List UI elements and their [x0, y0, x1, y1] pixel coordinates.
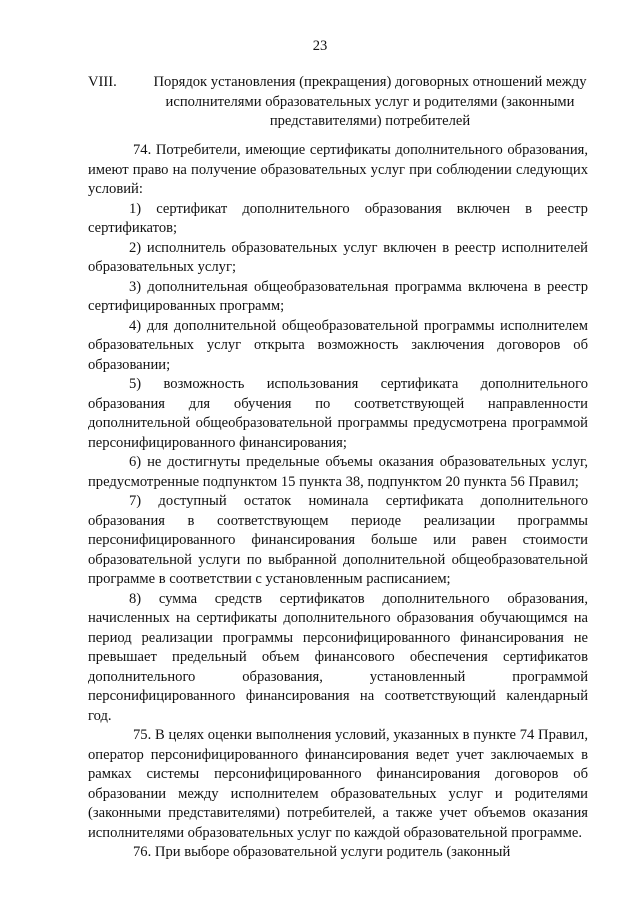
list-item-5 [88, 375, 588, 453]
item-number: 6) [129, 454, 142, 470]
paragraph-number: 76. [133, 844, 152, 860]
item-number: 7) [129, 493, 142, 509]
paragraph-text: Потребители, имеющие сертификаты дополнительного образования, имеют право на получение образовательных услуг при соблюдении следующих условий: [88, 142, 588, 197]
item-number: 3) [129, 278, 142, 295]
paragraph-74 [88, 141, 588, 200]
item-number: 1) [129, 200, 142, 217]
paragraph-text: В целях оценки выполнения условий, указанных в пункте 74 Правил, оператор персонифицированного финансирования ведет учет заключаемых в рамках системы персонифицированного финансирования договоров об образовании между исполнителем образовательных услуг и родителями (законными представителями) потребителей, а также учет объемов оказания исполнителями образовательных услуг по каждой образовательной программе. [88, 727, 588, 841]
item-number: 8) [129, 590, 142, 607]
list-item-7 [88, 492, 588, 590]
paragraph-76 [88, 843, 588, 863]
item-number: 5) [129, 376, 142, 392]
list-item-4 [88, 317, 588, 376]
section-number: VIII. [88, 74, 117, 90]
item-number: 4) [129, 317, 142, 334]
paragraph-text: При выборе образовательной услуги родитель (законный [154, 844, 511, 860]
item-number: 2) [129, 239, 142, 256]
item-text: сертификат дополнительного образования включен в реестр сертификатов; [88, 200, 588, 236]
item-text: возможность использования сертификата дополнительного образования для обучения по соответствующей направленности дополнительной общеобразовательной программы предусмотрена программой персонифицированного финансирования; [88, 376, 589, 451]
section-title: Порядок установления (прекращения) договорных отношений между исполнителями образовательных услуг и родителями (законными представителями) потребителей [153, 74, 587, 129]
item-text: для дополнительной общеобразовательной программы исполнителем образовательных услуг открыта возможность заключения договоров об образовании; [88, 317, 588, 373]
item-text: дополнительная общеобразовательная программа включена в реестр сертифицированных программ; [88, 278, 589, 314]
paragraph-number: 74. [133, 142, 152, 158]
item-text: сумма средств сертификатов дополнительного образования, начисленных на сертификаты дополнительного образования обучающимся на период реализации программы персонифицированного финансирования не превышает предельный объем финансового обеспечения сертификатов дополнительного образования, установленный программой персонифицированного финансирования на соответствующий календарный год. [88, 590, 588, 724]
paragraph-number: 75. [133, 727, 152, 743]
item-text: не достигнуты предельные объемы оказания образовательных услуг, предусмотренные подпунктом 15 пункта 38, подпунктом 20 пункта 56 Правил; [88, 454, 588, 490]
list-item-8 [88, 590, 588, 727]
document-body [88, 141, 588, 863]
page-number: 23 [312, 38, 328, 54]
list-item-6 [88, 453, 588, 492]
item-text: доступный остаток номинала сертификата дополнительного образования в соответствующем периоде реализации программы персонифицированного финансирования больше или равен стоимости образовательной услуги по выбранной дополнительной общеобразовательной программе в соответствии с установленным расписанием; [88, 493, 588, 587]
list-item-1 [88, 200, 588, 239]
list-item-2 [88, 239, 588, 278]
paragraph-75 [88, 726, 588, 843]
list-item-3 [88, 278, 588, 317]
item-text: исполнитель образовательных услуг включен в реестр исполнителей образовательных услуг; [88, 239, 588, 275]
